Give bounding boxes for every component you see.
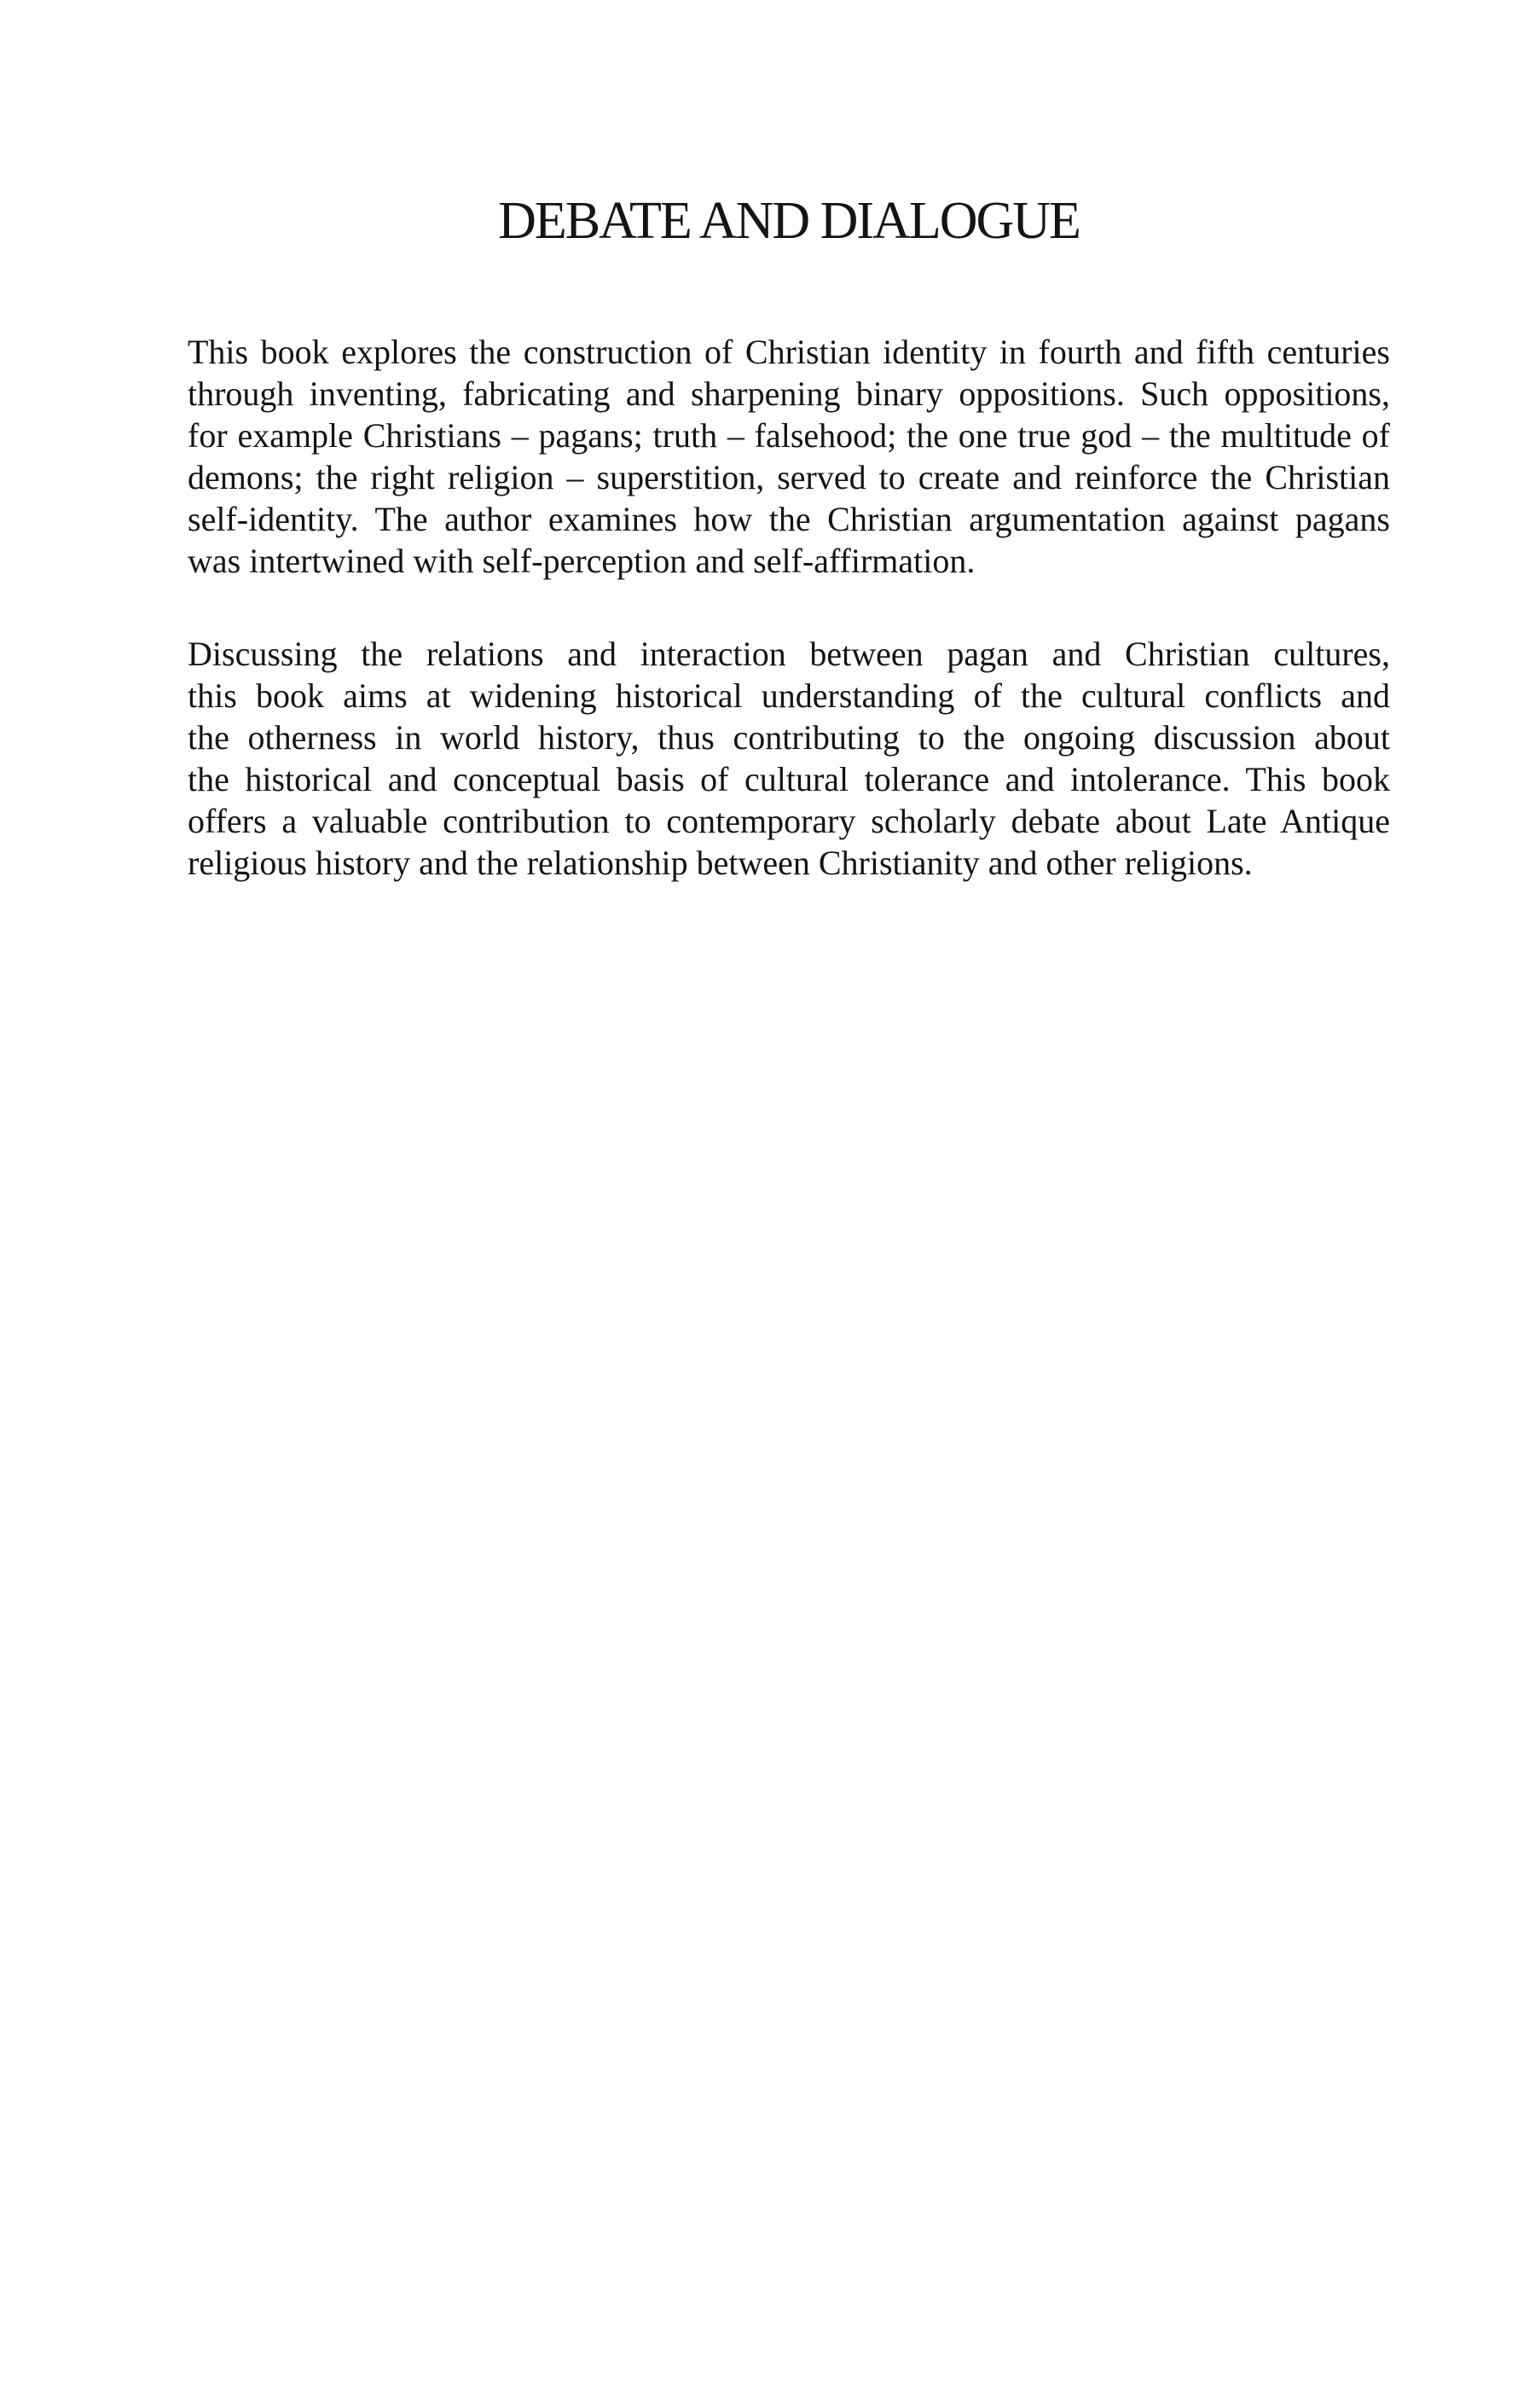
- text-line: the historical and conceptual basis of cultural tolerance and intolerance. This book: [188, 760, 1390, 798]
- text-line: religious history and the relationship between Christianity and other religions.: [188, 844, 1253, 882]
- page-title: DEBATE AND DIALOGUE: [498, 192, 1080, 250]
- paragraph-synopsis: [188, 331, 1390, 582]
- text-line: was intertwined with self-perception and self-affirmation.: [188, 542, 976, 580]
- text-line: demons; the right religion – superstition, served to create and reinforce the Christian: [188, 458, 1390, 496]
- text-line: the otherness in world history, thus contributing to the ongoing discussion about: [188, 718, 1390, 757]
- text-line: this book aims at widening historical understanding of the cultural conflicts and: [188, 676, 1390, 715]
- text-line: offers a valuable contribution to contemporary scholarly debate about Late Antique: [188, 802, 1390, 840]
- text-line: This book explores the construction of Christian identity in fourth and fifth centuries: [188, 333, 1390, 371]
- text-line: through inventing, fabricating and sharpening binary oppositions. Such oppositions,: [188, 374, 1390, 413]
- paragraph-discussion: [188, 633, 1390, 884]
- text-line: for example Christians – pagans; truth – falsehood; the one true god – the multitude of: [188, 416, 1390, 455]
- text-line: Discussing the relations and interaction between pagan and Christian cultures,: [188, 635, 1390, 673]
- text-block: [188, 0, 1390, 884]
- text-line: self-identity. The author examines how the Christian argumentation against pagans: [188, 500, 1390, 538]
